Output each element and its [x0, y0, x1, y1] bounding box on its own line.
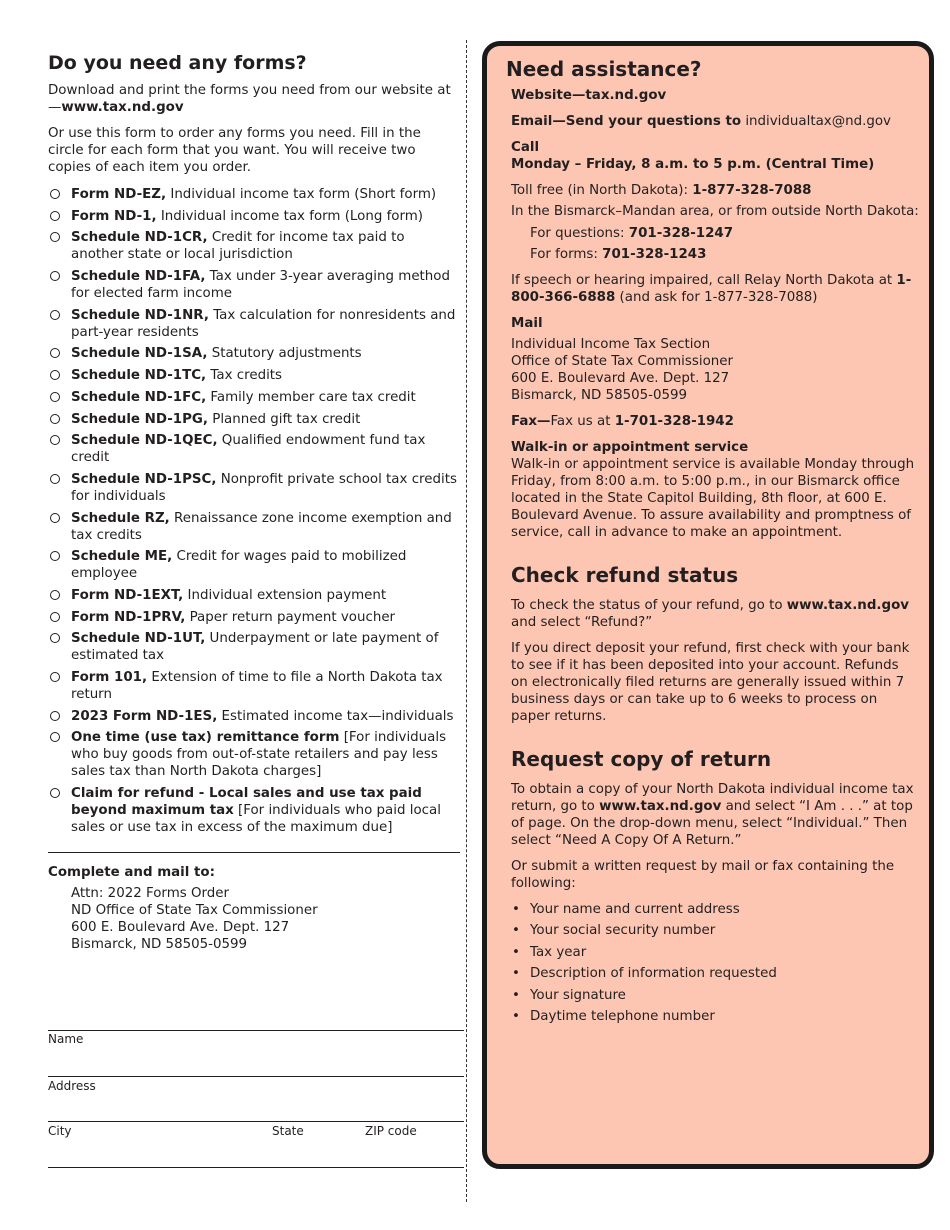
city-label: City [48, 1124, 72, 1138]
form-name: Form 101, [71, 670, 148, 685]
list-item: • Tax year [511, 944, 919, 961]
form-description: Individual income tax form (Short form) [166, 187, 437, 202]
tollfree-label: Toll free (in North Dakota): [511, 183, 693, 198]
form-option[interactable] [48, 785, 460, 836]
refund-paragraph-2: If you direct deposit your refund, first check with your bank to see if it has been deposited into your account. Refunds on electronically filed returns are generally issued within 7 business days or can take up to 6 weeks to process on paper returns. [511, 641, 910, 724]
checkbox-circle-icon[interactable] [50, 189, 60, 199]
fax-label: Fax— [511, 414, 551, 429]
assistance-heading: Need assistance? [506, 57, 702, 81]
relay-line [511, 272, 919, 306]
form-option[interactable] [48, 208, 460, 225]
website-link[interactable]: www.tax.nd.gov [61, 100, 184, 115]
form-description: Planned gift tax credit [208, 411, 361, 427]
form-description: Tax credits [206, 368, 283, 384]
fax-number: 1-701-328-1942 [614, 414, 734, 429]
form-option[interactable] [48, 630, 460, 664]
call-label: Call [511, 140, 540, 155]
address-line: 600 E. Boulevard Ave. Dept. 127 [71, 920, 290, 936]
checkbox-circle-icon[interactable] [50, 672, 60, 682]
form-option[interactable] [48, 432, 460, 466]
form-name: Schedule RZ, [71, 510, 170, 526]
call-block [511, 139, 919, 173]
assistance-panel [482, 41, 934, 1169]
form-option[interactable] [48, 411, 460, 428]
form-description: Individual income tax form (Long form) [156, 208, 424, 224]
checkbox-circle-icon[interactable] [50, 732, 60, 742]
website-label[interactable]: Website—tax.nd.gov [511, 88, 667, 103]
form-description: Tax under 3-year averaging method for elected farm income [71, 269, 450, 302]
form-name: Form ND-EZ, [71, 187, 167, 202]
refund-paragraph-1 [511, 597, 919, 631]
checkbox-circle-icon[interactable] [50, 633, 60, 643]
form-name: Schedule ND-1TC, [71, 368, 207, 384]
address-line: Individual Income Tax Section [511, 337, 711, 352]
checkbox-circle-icon[interactable] [50, 551, 60, 561]
forms-phone-line [511, 246, 919, 263]
form-option[interactable] [48, 229, 460, 263]
form-description: Renaissance zone income exemption and tax credits [71, 510, 452, 543]
checkbox-circle-icon[interactable] [50, 414, 60, 424]
checkbox-circle-icon[interactable] [50, 310, 60, 320]
refund-heading: Check refund status [511, 563, 739, 587]
questions-line [511, 225, 919, 242]
form-option[interactable] [48, 587, 460, 604]
email-address[interactable]: individualtax@nd.gov [741, 114, 891, 129]
form-description: Credit for wages paid to mobilized employee [71, 549, 407, 582]
form-name: Form ND-1, [71, 208, 157, 224]
zip-label: ZIP code [365, 1124, 417, 1138]
list-item: • Description of information requested [511, 965, 919, 982]
form-option[interactable] [48, 548, 460, 582]
forms-heading: Do you need any forms? [48, 52, 307, 74]
checkbox-circle-icon[interactable] [50, 474, 60, 484]
forms-order-section [48, 52, 460, 953]
name-field[interactable] [48, 1030, 464, 1031]
form-name: 2023 Form ND-1ES, [71, 708, 218, 724]
name-label: Name [48, 1032, 84, 1046]
tollfree-line [511, 182, 919, 199]
walkin-text: Walk-in or appointment service is available Monday through Friday, from 8:00 a.m. to 5:00 p.m., in our Bismarck office located in the State Capitol Building, 8th floor, at 600 E. Boulevard Avenue. To assure availability and promptness of service, call in advance to make an appointment. [511, 457, 915, 540]
form-option[interactable] [48, 345, 460, 362]
mail-to-address [48, 885, 460, 953]
forms-checklist [48, 186, 460, 836]
checkbox-circle-icon[interactable] [50, 232, 60, 242]
copy-requirements-list [511, 901, 919, 1025]
forms-phone-number: 701-328-1243 [602, 247, 707, 262]
form-option[interactable] [48, 708, 460, 725]
copy-heading: Request copy of return [511, 747, 772, 771]
form-description: Paper return payment voucher [185, 609, 396, 625]
copy-text-tail: and select “I Am . . .” at top of page. On the drop-down menu, select “Individual.” Then select “Need A Copy Of A Return.” [511, 799, 913, 848]
mail-to-heading: Complete and mail to: [48, 865, 215, 881]
address-label: Address [48, 1079, 96, 1093]
form-name: Schedule ND-1FC, [71, 389, 207, 405]
checkbox-circle-icon[interactable] [50, 435, 60, 445]
form-description: Tax calculation for nonresidents and part-year residents [71, 307, 456, 340]
checkbox-circle-icon[interactable] [50, 271, 60, 281]
email-line [511, 113, 919, 130]
city-state-zip-field[interactable] [48, 1121, 464, 1122]
checkbox-circle-icon[interactable] [50, 370, 60, 380]
list-item: • Your social security number [511, 922, 919, 939]
state-label: State [272, 1124, 304, 1138]
form-description: Underpayment or late payment of estimated tax [71, 631, 439, 664]
questions-label: For questions: [530, 226, 629, 241]
form-description: Family member care tax credit [206, 389, 416, 405]
checkbox-circle-icon[interactable] [50, 612, 60, 622]
form-option[interactable] [48, 609, 460, 626]
list-item: • Your signature [511, 987, 919, 1004]
list-item: • Daytime telephone number [511, 1008, 919, 1025]
form-option[interactable] [48, 307, 460, 341]
relay-number: 1-800-366-6888 [511, 273, 912, 305]
form-name: Schedule ND-1PSC, [71, 471, 217, 487]
form-name: Schedule ND-1UT, [71, 631, 206, 647]
copy-paragraph-1 [511, 781, 919, 849]
order-instructions: Or use this form to order any forms you need. Fill in the circle for each form that you want. You will receive two copies of each item you order. [48, 126, 421, 175]
address-field[interactable] [48, 1076, 464, 1077]
address-line: ND Office of State Tax Commissioner [71, 903, 318, 919]
checkbox-circle-icon[interactable] [50, 348, 60, 358]
address-line: 600 E. Boulevard Ave. Dept. 127 [511, 371, 730, 386]
mail-address [511, 336, 919, 404]
relay-tail: (and ask for 1-877-328-7088) [615, 290, 818, 305]
refund-text: To check the status of your refund, go to [511, 598, 787, 613]
forms-phone-label: For forms: [530, 247, 603, 262]
form-description: Credit for income tax paid to another state or local jurisdiction [71, 230, 405, 263]
form-name: Schedule ND-1PG, [71, 411, 208, 427]
form-name: Schedule ND-1CR, [71, 230, 208, 246]
form-name: Schedule ND-1FA, [71, 269, 206, 285]
form-description: Statutory adjustments [207, 346, 362, 362]
checkbox-circle-icon[interactable] [50, 513, 60, 523]
copy-paragraph-2: Or submit a written request by mail or fax containing the following: [511, 859, 895, 891]
form-description: Qualified endowment fund tax credit [71, 433, 426, 466]
call-hours: Monday – Friday, 8 a.m. to 5 p.m. (Central Time) [511, 157, 875, 172]
form-description: Estimated income tax—individuals [217, 708, 454, 724]
questions-number: 701-328-1247 [628, 226, 734, 241]
tollfree-number: 1-877-328-7088 [692, 183, 812, 198]
address-line: Bismarck, ND 58505-0599 [71, 937, 248, 953]
download-text: Download and print the forms you need from our website at— [48, 83, 451, 115]
relay-text: If speech or hearing impaired, call Relay North Dakota at [511, 273, 897, 288]
form-name: Schedule ME, [71, 549, 173, 565]
form-option[interactable] [48, 389, 460, 406]
refund-link[interactable]: www.tax.nd.gov [786, 598, 910, 613]
mail-label: Mail [511, 316, 543, 331]
form-description: Nonprofit private school tax credits for individuals [71, 471, 457, 504]
form-name: Schedule ND-1SA, [71, 346, 208, 362]
copy-link[interactable]: www.tax.nd.gov [599, 799, 722, 814]
walkin-label: Walk-in or appointment service [511, 440, 749, 455]
section-divider [48, 852, 460, 853]
form-name: Schedule ND-1NR, [71, 307, 209, 323]
address-line: Office of State Tax Commissioner [511, 354, 734, 369]
form-description: Individual extension payment [183, 587, 387, 603]
address-line: Attn: 2022 Forms Order [71, 886, 230, 902]
list-item: • Your name and current address [511, 901, 919, 918]
walkin-block [511, 439, 919, 541]
form-option[interactable] [48, 510, 460, 544]
website-line [511, 87, 919, 104]
form-name: One time (use tax) remittance form [71, 730, 340, 746]
form-name: Form ND-1EXT, [71, 587, 184, 603]
refund-text-tail: and select “Refund?” [511, 615, 653, 630]
checkbox-circle-icon[interactable] [50, 590, 60, 600]
form-option[interactable] [48, 471, 460, 505]
mail-label-line [511, 315, 919, 332]
form-description: [For individuals who paid local sales or use tax in excess of the maximum due] [71, 803, 441, 836]
form-name: Claim for refund - Local sales and use tax paid beyond maximum tax [71, 786, 422, 819]
cut-line [466, 40, 467, 1202]
download-paragraph [48, 82, 460, 116]
checkbox-circle-icon[interactable] [50, 711, 60, 721]
form-option[interactable] [48, 186, 460, 203]
form-option[interactable] [48, 268, 460, 302]
form-option[interactable] [48, 729, 460, 780]
email-label: Email—Send your questions to [511, 114, 742, 129]
form-description: Extension of time to file a North Dakota tax return [71, 670, 443, 702]
bismarck-text: In the Bismarck–Mandan area, or from outside North Dakota: [511, 204, 919, 219]
form-option[interactable] [48, 367, 460, 384]
address-line: Bismarck, ND 58505-0599 [511, 388, 688, 403]
form-name: Schedule ND-1QEC, [71, 433, 218, 449]
form-option[interactable] [48, 669, 460, 703]
checkbox-circle-icon[interactable] [50, 788, 60, 798]
copy-text: To obtain a copy of your North Dakota individual income tax return, go to [511, 782, 914, 814]
fax-line [511, 413, 919, 430]
fax-text: Fax us at [550, 414, 615, 429]
bottom-line [48, 1167, 464, 1168]
form-name: Form ND-1PRV, [71, 609, 186, 625]
form-description: [For individuals who buy goods from out-of-state retailers and pay less sales tax than North Dakota charges] [71, 730, 447, 780]
checkbox-circle-icon[interactable] [50, 211, 60, 221]
checkbox-circle-icon[interactable] [50, 392, 60, 402]
